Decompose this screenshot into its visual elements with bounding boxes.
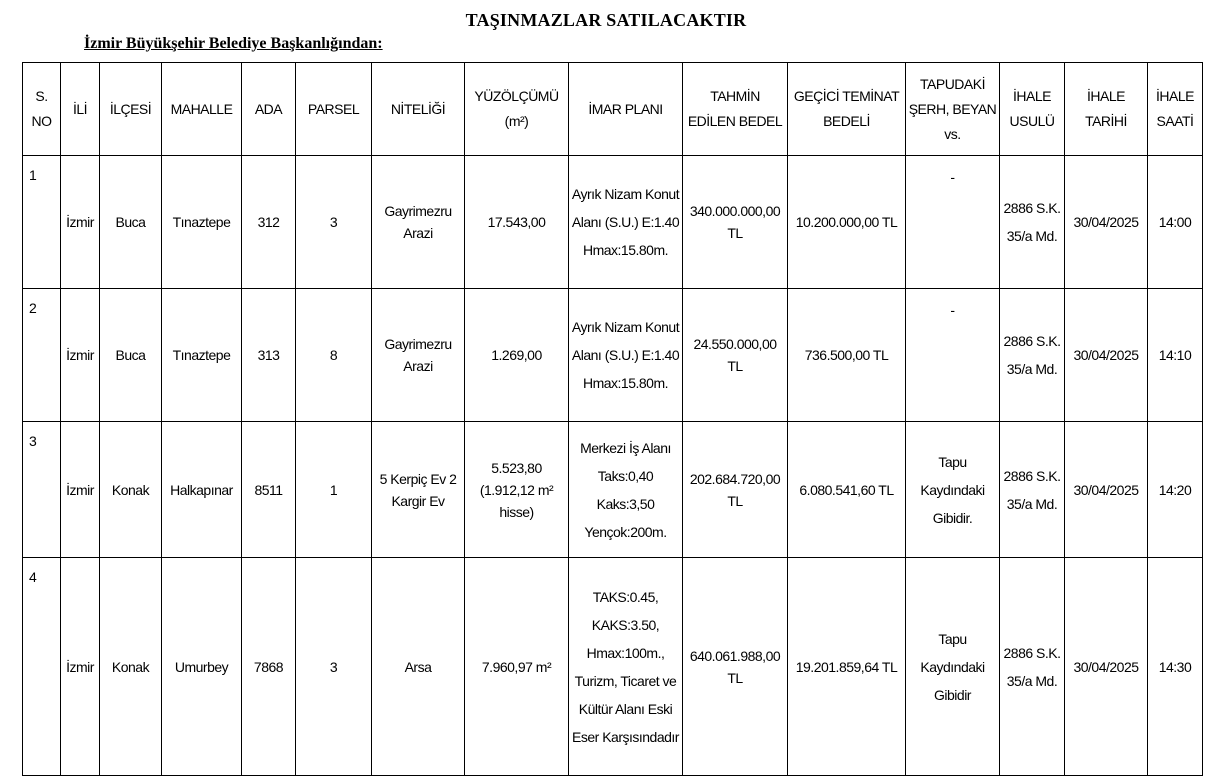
header-imar: İMAR PLANI	[569, 63, 683, 156]
header-ilce: İLÇESİ	[100, 63, 162, 156]
cell-teminat: 10.200.000,00 TL	[788, 156, 906, 289]
cell-il: İzmir	[61, 422, 100, 558]
cell-ada: 8511	[242, 422, 296, 558]
cell-nitelik: Gayrimezru Arazi	[372, 156, 465, 289]
table-row	[23, 558, 1203, 776]
cell-sno: 2	[23, 289, 61, 422]
cell-il: İzmir	[61, 156, 100, 289]
cell-imar: Merkezi İş Alanı Taks:0,40 Kaks:3,50 Yençok:200m.	[569, 422, 683, 558]
cell-mahalle: Umurbey	[162, 558, 242, 776]
header-row	[23, 63, 1203, 156]
cell-ilce: Konak	[100, 422, 162, 558]
cell-bedel: 202.684.720,00 TL	[683, 422, 788, 558]
cell-teminat: 6.080.541,60 TL	[788, 422, 906, 558]
cell-nitelik: 5 Kerpiç Ev 2 Kargir Ev	[372, 422, 465, 558]
header-parsel: PARSEL	[296, 63, 372, 156]
cell-usul: 2886 S.K. 35/a Md.	[1000, 156, 1065, 289]
cell-teminat: 19.201.859,64 TL	[788, 558, 906, 776]
cell-tapu: Tapu Kaydındaki Gibidir	[906, 558, 1000, 776]
header-saat: İHALE SAATİ	[1148, 63, 1203, 156]
header-bedel: TAHMİN EDİLEN BEDEL	[683, 63, 788, 156]
cell-teminat: 736.500,00 TL	[788, 289, 906, 422]
document-title: TAŞINMAZLAR SATILACAKTIR	[465, 10, 747, 30]
cell-parsel: 1	[296, 422, 372, 558]
cell-imar: TAKS:0.45, KAKS:3.50, Hmax:100m., Turizm, Ticaret ve Kültür Alanı Eski Eser Karşısındadır	[569, 558, 683, 776]
cell-ilce: Konak	[100, 558, 162, 776]
cell-usul: 2886 S.K. 35/a Md.	[1000, 558, 1065, 776]
cell-parsel: 3	[296, 558, 372, 776]
cell-il: İzmir	[61, 289, 100, 422]
cell-yuzolcumu: 1.269,00	[465, 289, 569, 422]
cell-imar: Ayrık Nizam Konut Alanı (S.U.) E:1.40 Hmax:15.80m.	[569, 289, 683, 422]
cell-yuzolcumu: 7.960,97 m²	[465, 558, 569, 776]
header-teminat: GEÇİCİ TEMİNAT BEDELİ	[788, 63, 906, 156]
header-mahalle: MAHALLE	[162, 63, 242, 156]
cell-sno: 3	[23, 422, 61, 558]
header-yuzolcumu: YÜZÖLÇÜMÜ (m²)	[465, 63, 569, 156]
header-nitelik: NİTELİĞİ	[372, 63, 465, 156]
cell-parsel: 3	[296, 156, 372, 289]
cell-nitelik: Arsa	[372, 558, 465, 776]
header-il: İLİ	[61, 63, 100, 156]
cell-nitelik: Gayrimezru Arazi	[372, 289, 465, 422]
cell-yuzolcumu: 17.543,00	[465, 156, 569, 289]
cell-saat: 14:30	[1148, 558, 1203, 776]
cell-parsel: 8	[296, 289, 372, 422]
cell-tapu: Tapu Kaydındaki Gibidir.	[906, 422, 1000, 558]
table-row	[23, 156, 1203, 289]
cell-yuzolcumu: 5.523,80 (1.912,12 m² hisse)	[465, 422, 569, 558]
cell-imar: Ayrık Nizam Konut Alanı (S.U.) E:1.40 Hmax:15.80m.	[569, 156, 683, 289]
cell-bedel: 640.061.988,00 TL	[683, 558, 788, 776]
cell-ada: 312	[242, 156, 296, 289]
cell-ilce: Buca	[100, 156, 162, 289]
table-row	[23, 289, 1203, 422]
cell-bedel: 24.550.000,00 TL	[683, 289, 788, 422]
cell-tapu: -	[906, 156, 1000, 289]
cell-mahalle: Tınaztepe	[162, 156, 242, 289]
cell-ada: 313	[242, 289, 296, 422]
table-row	[23, 422, 1203, 558]
cell-tarih: 30/04/2025	[1065, 558, 1148, 776]
document-subtitle: İzmir Büyükşehir Belediye Başkanlığından:	[84, 35, 383, 52]
cell-sno: 4	[23, 558, 61, 776]
property-sale-table	[22, 62, 1203, 776]
cell-tapu: -	[906, 289, 1000, 422]
cell-usul: 2886 S.K. 35/a Md.	[1000, 289, 1065, 422]
cell-mahalle: Halkapınar	[162, 422, 242, 558]
cell-tarih: 30/04/2025	[1065, 289, 1148, 422]
cell-tarih: 30/04/2025	[1065, 156, 1148, 289]
cell-ilce: Buca	[100, 289, 162, 422]
cell-sno: 1	[23, 156, 61, 289]
cell-mahalle: Tınaztepe	[162, 289, 242, 422]
header-sno: S. NO	[23, 63, 61, 156]
cell-usul: 2886 S.K. 35/a Md.	[1000, 422, 1065, 558]
cell-ada: 7868	[242, 558, 296, 776]
header-tapu: TAPUDAKİ ŞERH, BEYAN vs.	[906, 63, 1000, 156]
cell-tarih: 30/04/2025	[1065, 422, 1148, 558]
cell-saat: 14:00	[1148, 156, 1203, 289]
header-tarih: İHALE TARİHİ	[1065, 63, 1148, 156]
header-usul: İHALE USULÜ	[1000, 63, 1065, 156]
header-ada: ADA	[242, 63, 296, 156]
cell-il: İzmir	[61, 558, 100, 776]
cell-bedel: 340.000.000,00 TL	[683, 156, 788, 289]
cell-saat: 14:10	[1148, 289, 1203, 422]
cell-saat: 14:20	[1148, 422, 1203, 558]
